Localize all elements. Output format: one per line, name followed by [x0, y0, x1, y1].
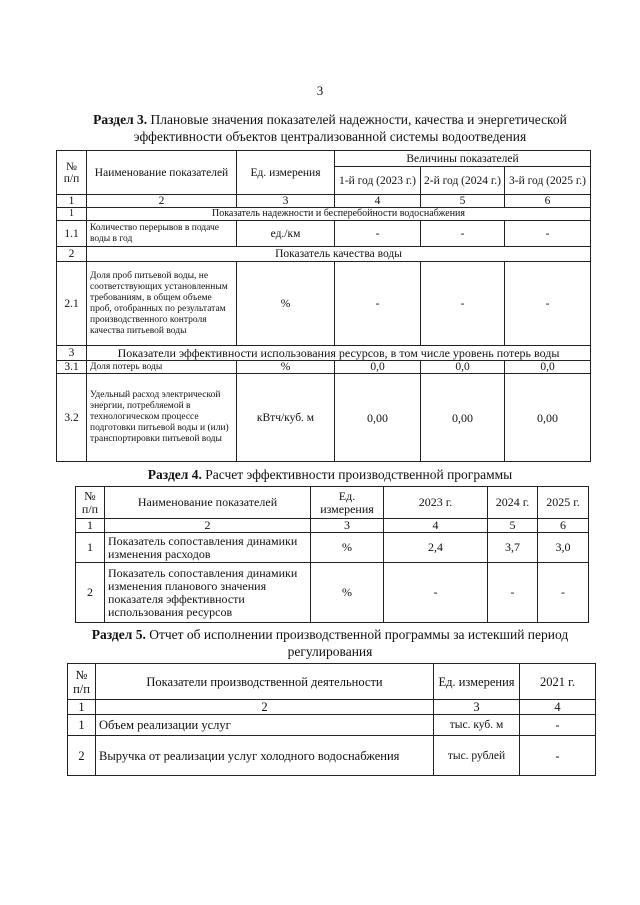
row-name: Объем реализации услуг	[96, 715, 434, 736]
row3-1-unit: %	[237, 361, 335, 374]
header-unit: Ед. измерения	[311, 487, 384, 519]
row3-2-y1: 0,00	[335, 374, 421, 462]
row-unit: тыс. куб. м	[434, 715, 520, 736]
col-number: 4	[335, 195, 421, 208]
header-name: Наименование показателей	[87, 151, 237, 195]
section3-heading	[60, 111, 600, 145]
row2-1-y1: -	[335, 262, 421, 346]
row2-1-y2: -	[421, 262, 505, 346]
col-number: 1	[57, 195, 87, 208]
header-values-group: Величины показателей	[335, 151, 591, 167]
group1-num: 1	[57, 208, 87, 221]
col-number: 1	[68, 700, 96, 715]
section5-title-bold: Раздел 5.	[91, 627, 146, 642]
row3-1-num: 3.1	[57, 361, 87, 374]
col-number: 3	[237, 195, 335, 208]
header-year2: 2024 г.	[488, 487, 538, 519]
section5-heading	[60, 626, 600, 660]
section3-title-bold: Раздел 3.	[93, 112, 148, 127]
section4-title-bold: Раздел 4.	[147, 467, 202, 482]
row3-2-num: 3.2	[57, 374, 87, 462]
col-number: 1	[76, 519, 105, 533]
row-name: Выручка от реализации услуг холодного водоснабжения	[96, 736, 434, 776]
page-number: 3	[316, 83, 324, 98]
header-year1: 1-й год (2023 г.)	[335, 167, 421, 195]
col-number: 3	[311, 519, 384, 533]
header-num: № п/п	[76, 487, 105, 519]
row2-1-num: 2.1	[57, 262, 87, 346]
row3-2-y3: 0,00	[505, 374, 591, 462]
col-number: 2	[105, 519, 311, 533]
group1-title: Показатель надежности и бесперебойности водоснабжения	[87, 208, 591, 221]
row2-1-unit: %	[237, 262, 335, 346]
row1-1-y1: -	[335, 221, 421, 247]
header-year3: 3-й год (2025 г.)	[505, 167, 591, 195]
group2-title: Показатель качества воды	[87, 247, 591, 262]
row-unit: %	[311, 533, 384, 563]
row-num: 1	[68, 715, 96, 736]
col-number: 5	[488, 519, 538, 533]
row-num: 1	[76, 533, 105, 563]
row-name: Показатель сопоставления динамики изменения расходов	[105, 533, 311, 563]
col-number: 4	[520, 700, 596, 715]
header-year2: 2-й год (2024 г.)	[421, 167, 505, 195]
col-number: 3	[434, 700, 520, 715]
row-num: 2	[68, 736, 96, 776]
row3-2-unit: кВтч/куб. м	[237, 374, 335, 462]
row-num: 2	[76, 563, 105, 623]
row1-1-unit: ед./км	[237, 221, 335, 247]
section5-title-line2: регулирования	[287, 644, 373, 659]
row-y1: 2,4	[384, 533, 488, 563]
row-value: -	[520, 715, 596, 736]
row-name: Показатель сопоставления динамики изменения планового значения показателя эффективности использования ресурсов	[105, 563, 311, 623]
group2-num: 2	[57, 247, 87, 262]
header-name: Показатели производственной деятельности	[96, 664, 434, 700]
col-number: 6	[505, 195, 591, 208]
group3-num: 3	[57, 346, 87, 361]
header-year3: 2025 г.	[538, 487, 589, 519]
header-unit: Ед. измерения	[434, 664, 520, 700]
header-year1: 2023 г.	[384, 487, 488, 519]
header-year: 2021 г.	[520, 664, 596, 700]
section4-title-rest: Расчет эффективности производственной программы	[205, 467, 513, 482]
section4-heading	[60, 466, 600, 483]
section4-table	[75, 486, 589, 623]
col-number: 4	[384, 519, 488, 533]
col-number: 2	[96, 700, 434, 715]
row1-1-y3: -	[505, 221, 591, 247]
row3-1-y3: 0,0	[505, 361, 591, 374]
section3-title-line2: эффективности объектов централизованной системы водоотведения	[133, 129, 527, 144]
section5-table	[67, 663, 596, 776]
group3-title: Показатели эффективности использования ресурсов, в том числе уровень потерь воды	[87, 346, 591, 361]
row-y1: -	[384, 563, 488, 623]
row1-1-name: Количество перерывов в подаче воды в год	[87, 221, 237, 247]
row-unit: тыс. рублей	[434, 736, 520, 776]
section5-title-rest: Отчет об исполнении производственной программы за истекший период	[149, 627, 569, 642]
row2-1-y3: -	[505, 262, 591, 346]
row-value: -	[520, 736, 596, 776]
row3-2-name: Удельный расход электрической энергии, потребляемой в технологическом процессе подготовки питьевой воды и (или) транспортировки питьевой воды	[87, 374, 237, 462]
section3-title-line1: Плановые значения показателей надежности, качества и энергетической	[150, 112, 567, 127]
col-number: 6	[538, 519, 589, 533]
header-num: № п/п	[57, 151, 87, 195]
row2-1-name: Доля проб питьевой воды, не соответствующих установленным требованиям, в общем объеме проб, отобранных по результатам производственного контроля качества питьевой воды	[87, 262, 237, 346]
row-unit: %	[311, 563, 384, 623]
col-number: 5	[421, 195, 505, 208]
section3-table	[56, 150, 591, 462]
row1-1-num: 1.1	[57, 221, 87, 247]
header-name: Наименование показателей	[105, 487, 311, 519]
row3-1-y2: 0,0	[421, 361, 505, 374]
row-y2: -	[488, 563, 538, 623]
row1-1-y2: -	[421, 221, 505, 247]
row3-1-name: Доля потерь воды	[87, 361, 237, 374]
header-num: № п/п	[68, 664, 96, 700]
col-number: 2	[87, 195, 237, 208]
row-y3: -	[538, 563, 589, 623]
row-y3: 3,0	[538, 533, 589, 563]
row-y2: 3,7	[488, 533, 538, 563]
header-unit: Ед. измерения	[237, 151, 335, 195]
row3-2-y2: 0,00	[421, 374, 505, 462]
row3-1-y1: 0,0	[335, 361, 421, 374]
